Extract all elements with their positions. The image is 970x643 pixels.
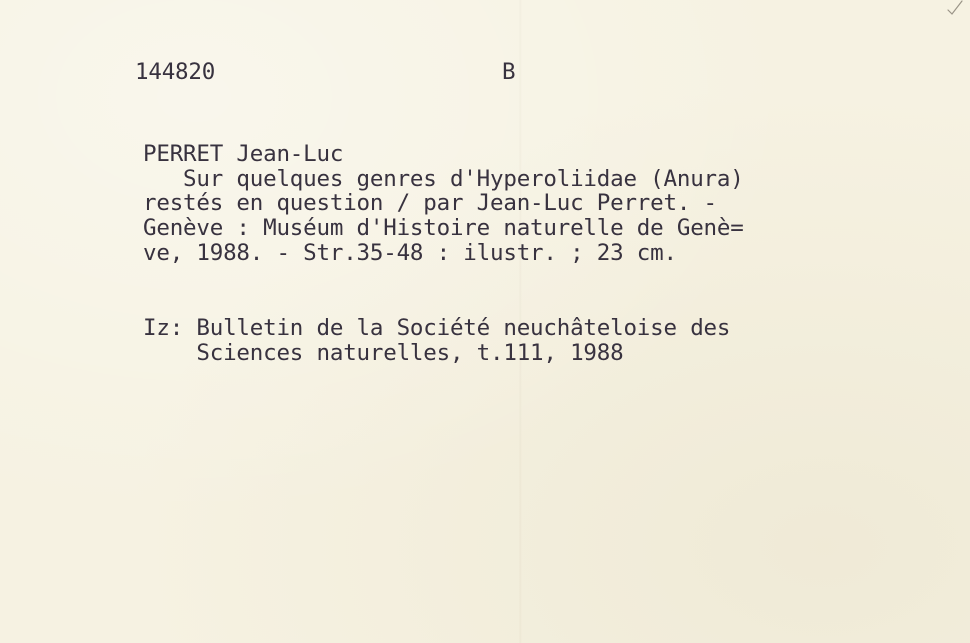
source-line: Sciences naturelles, t.111, 1988 — [143, 340, 624, 366]
description-line: restés en question / par Jean-Luc Perret. - — [143, 190, 717, 216]
accession-number: 144820 — [135, 59, 216, 85]
description-line: ve, 1988. - Str.35-48 : ilustr. ; 23 cm. — [143, 240, 677, 266]
author-heading: PERRET Jean-Luc — [143, 141, 344, 167]
section-letter: B — [502, 59, 516, 85]
source-line: Iz: Bulletin de la Société neuchâteloise des — [143, 315, 731, 341]
checkmark-icon — [946, 0, 964, 18]
description-line: Genève : Muséum d'Histoire naturelle de Genè= — [143, 215, 744, 241]
description-line: Sur quelques genres d'Hyperoliidae (Anura) — [143, 166, 744, 192]
